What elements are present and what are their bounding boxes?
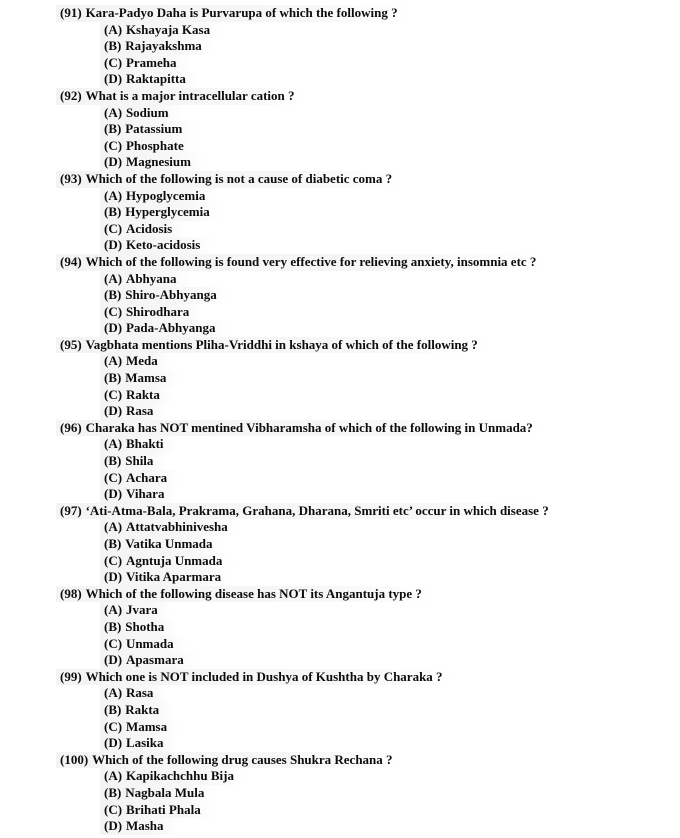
option-text: Apasmara [125,652,184,668]
question-block [0,337,680,420]
question-text: Which of the following disease has NOT its Angantuja type ? [85,585,422,601]
option-label: (C) [104,552,123,568]
question-block [0,669,680,752]
question-line [56,88,309,105]
question-number: (99) [60,668,82,684]
option-line [100,536,227,553]
option-label: (A) [104,519,123,535]
option-label: (D) [104,486,123,502]
option-line [100,237,214,254]
option-label: (D) [104,569,123,585]
option-line [100,188,219,205]
option-text: Jvara [125,602,158,618]
question-line [56,586,436,603]
question-line [56,337,492,354]
question-text: Which of the following is found very effective for relieving anxiety, insomnia etc ? [85,253,537,269]
option-label: (A) [104,187,123,203]
option-line [100,486,178,503]
option-text: Achara [125,469,168,485]
question-line [56,254,550,271]
option-text: Nagbala Mula [125,784,205,800]
question-number: (100) [60,751,89,767]
option-text: Rajayakshma [125,38,202,54]
option-line [100,785,218,802]
option-text: Patassium [125,121,183,137]
question-number: (96) [60,419,82,435]
option-line [100,553,236,570]
option-line [100,55,190,72]
question-number: (97) [60,502,82,518]
option-label: (D) [104,652,123,668]
option-label: (B) [104,701,122,717]
option-line [100,652,198,669]
question-text: Kara-Padyo Daha is Purvarupa of which the following ? [85,5,398,20]
question-line [56,669,457,686]
option-text: Vihara [125,486,165,502]
option-line [100,403,167,420]
option-label: (A) [104,602,123,618]
option-line [100,22,224,39]
option-text: Meda [125,353,158,369]
option-line [100,735,178,752]
option-label: (B) [104,453,122,469]
question-block [0,420,680,503]
option-text: Unmada [125,635,174,651]
option-label: (A) [104,685,123,701]
option-line [100,519,242,536]
option-text: Shila [125,453,154,469]
option-text: Hypoglycemia [125,187,206,203]
question-text: What is a major intracellular cation ? [85,87,295,103]
option-text: Agntuja Unmada [125,552,223,568]
option-label: (B) [104,287,122,303]
option-text: Rakta [125,386,160,402]
option-line [100,304,203,321]
option-label: (C) [104,635,123,651]
option-line [100,154,205,171]
option-line [100,802,215,819]
question-block [0,171,680,254]
question-text: ‘Ati-Atma-Bala, Prakrama, Grahana, Dharana, Smriti etc’ occur in which disease ? [85,502,549,518]
option-text: Keto-acidosis [125,237,201,253]
question-line [56,503,563,520]
option-text: Lasika [125,735,164,751]
option-label: (D) [104,735,123,751]
question-block [0,586,680,669]
option-label: (D) [104,403,123,419]
option-text: Phosphate [125,137,184,153]
option-line [100,121,196,138]
option-line [100,38,216,55]
option-label: (C) [104,718,123,734]
question-block [0,5,680,88]
option-line [100,436,178,453]
option-line [100,619,178,636]
option-label: (B) [104,784,122,800]
option-label: (B) [104,38,122,54]
option-label: (A) [104,353,123,369]
question-text: Which of the following drug causes Shukra Rechana ? [92,751,393,767]
question-number: (92) [60,87,82,103]
option-line [100,702,173,719]
option-text: Mamsa [125,718,168,734]
option-text: Sodium [125,104,169,120]
option-text: Acidosis [125,220,173,236]
option-line [100,470,181,487]
option-label: (C) [104,137,123,153]
option-label: (B) [104,536,122,551]
question-block [0,752,680,835]
option-line [100,353,172,370]
option-label: (C) [104,469,123,485]
question-block [0,503,680,586]
option-line [100,602,172,619]
option-line [100,221,186,238]
option-label: (B) [104,370,122,386]
option-line [100,569,235,586]
option-line [100,453,167,470]
option-line [100,271,191,288]
question-block [0,88,680,171]
option-text: Brihati Phala [125,801,201,817]
option-label: (A) [104,270,123,286]
option-label: (D) [104,154,123,170]
option-text: Rasa [125,403,154,419]
option-text: Prameha [125,54,177,70]
question-text: Which one is NOT included in Dushya of Kushtha by Charaka ? [85,668,443,684]
option-text: Shirodhara [125,303,190,319]
option-text: Raktapitta [125,71,186,87]
question-number: (98) [60,585,82,601]
question-number: (95) [60,336,82,352]
option-line [100,370,180,387]
option-line [100,138,198,155]
option-line [100,204,224,221]
option-text: Vitika Aparmara [125,569,222,585]
option-label: (D) [104,320,123,336]
option-line [100,387,174,404]
option-label: (C) [104,54,123,70]
option-text: Kshayaja Kasa [125,21,211,37]
option-line [100,685,167,702]
option-label: (A) [104,21,123,37]
question-line [56,752,407,769]
question-text: Charaka has NOT mentined Vibharamsha of which of the following in Unmada? [85,419,533,435]
option-label: (C) [104,801,123,817]
option-text: Mamsa [125,370,167,386]
option-line [100,287,231,304]
option-label: (A) [104,436,123,452]
option-text: Kapikachchhu Bija [125,768,234,784]
option-label: (D) [104,71,123,87]
question-line [56,5,412,22]
option-text: Shiro-Abhyanga [125,287,217,303]
option-text: Shotha [125,618,165,634]
option-text: Masha [125,818,164,834]
option-line [100,719,181,736]
option-label: (C) [104,220,123,236]
option-label: (A) [104,104,123,120]
option-line [100,105,183,122]
question-block [0,254,680,337]
option-line [100,71,200,88]
question-text: Vagbhata mentions Pliha-Vriddhi in kshaya of which of the following ? [85,336,478,352]
option-text: Bhakti [125,436,164,452]
option-text: Magnesium [125,154,191,170]
option-text: Rakta [125,701,160,717]
option-label: (D) [104,818,123,834]
option-line [100,320,230,337]
option-text: Abhyana [125,270,177,286]
option-text: Hyperglycemia [125,204,210,220]
option-line [100,768,248,785]
question-line [56,420,547,437]
option-label: (B) [104,618,122,634]
option-text: Pada-Abhyanga [125,320,216,336]
option-text: Rasa [125,685,154,701]
option-label: (D) [104,237,123,253]
question-number: (91) [60,5,82,20]
option-label: (C) [104,303,123,319]
option-text: Attatvabhinivesha [125,519,228,535]
question-text: Which of the following is not a cause of diabetic coma ? [85,170,393,186]
question-number: (94) [60,253,82,269]
option-label: (B) [104,121,122,137]
option-line [100,636,188,653]
option-label: (B) [104,204,122,220]
option-text: Vatika Unmada [125,536,213,551]
option-label: (C) [104,386,123,402]
question-line [56,171,406,188]
question-number: (93) [60,170,82,186]
option-line [100,818,178,835]
option-label: (A) [104,768,123,784]
